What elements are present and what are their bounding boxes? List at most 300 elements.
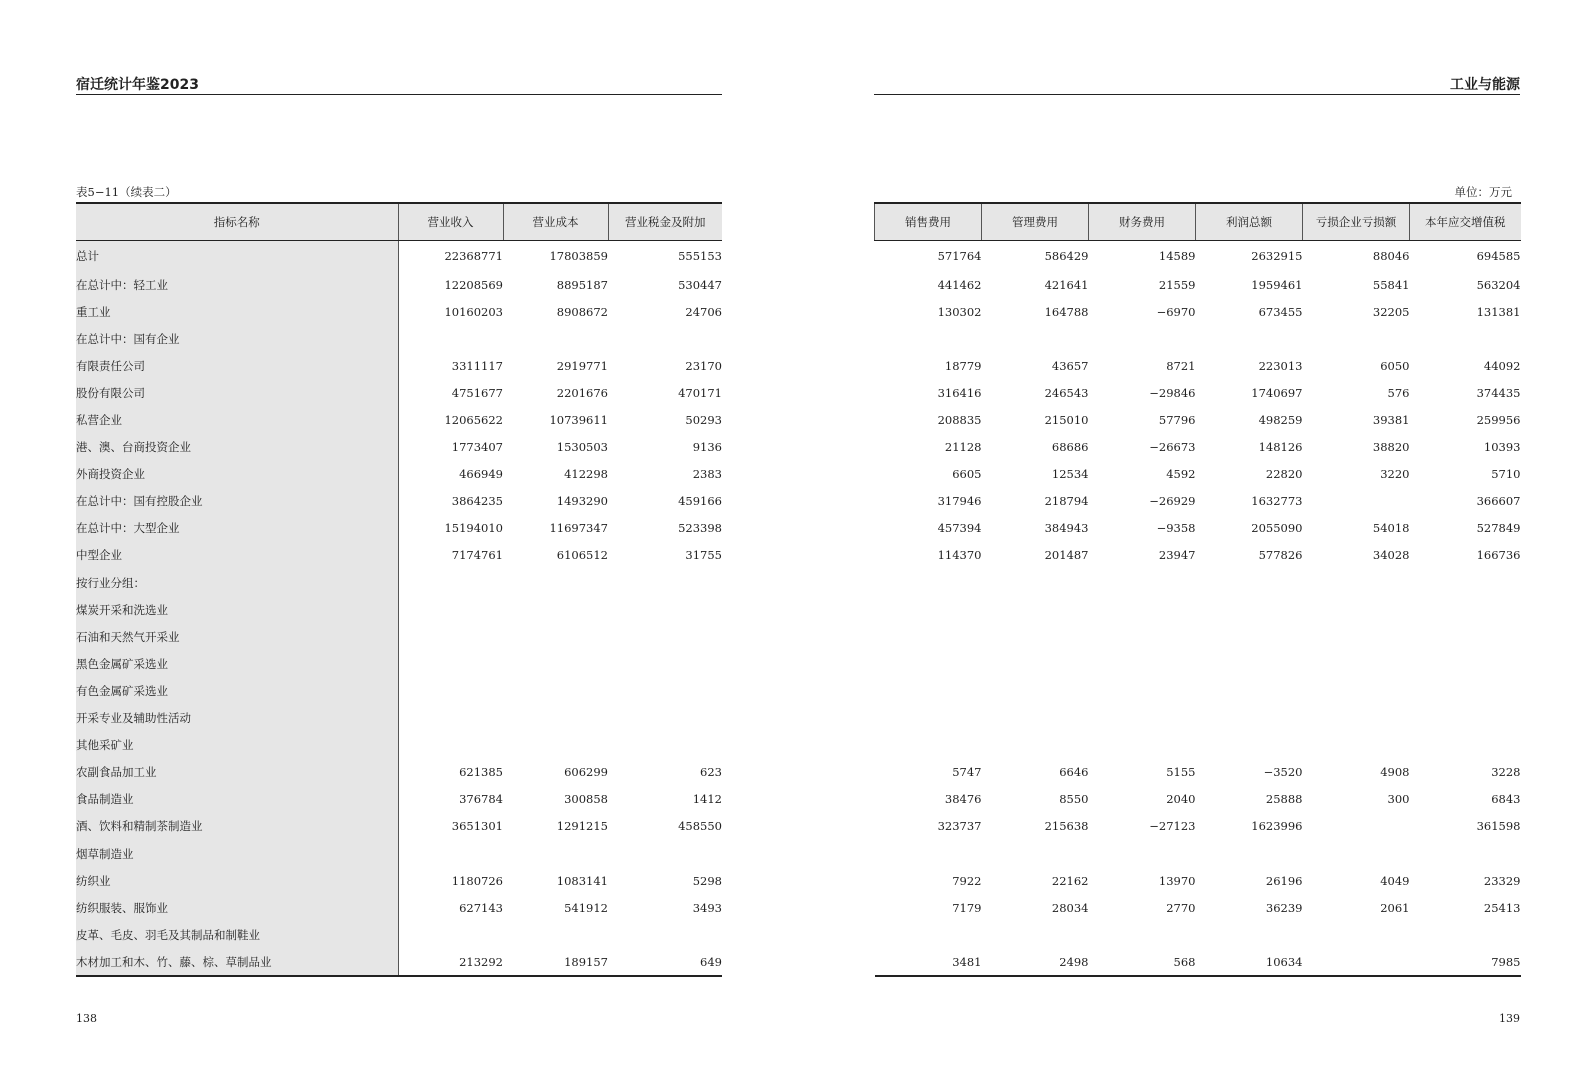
table-cell: 1773407 bbox=[451, 440, 503, 455]
table-row bbox=[76, 569, 722, 596]
table-cell: 38476 bbox=[944, 792, 982, 807]
table-cell: 576 bbox=[1387, 385, 1410, 400]
table-cell: 5710 bbox=[1491, 467, 1521, 482]
table-cell bbox=[1303, 677, 1410, 704]
left-page bbox=[76, 0, 722, 1077]
table-cell bbox=[398, 705, 503, 732]
table-row bbox=[76, 732, 722, 759]
table-row bbox=[875, 921, 1521, 948]
table-row bbox=[76, 271, 722, 298]
row-label: 按行业分组： bbox=[76, 569, 398, 596]
table-cell: 4592 bbox=[1166, 467, 1196, 482]
table-cell bbox=[1196, 840, 1303, 867]
column-header: 营业税金及附加 bbox=[608, 203, 722, 241]
table-cell: 25413 bbox=[1483, 900, 1521, 915]
table-cell: 1493290 bbox=[556, 494, 608, 509]
row-label: 股份有限公司 bbox=[76, 379, 398, 406]
table-cell: 6605 bbox=[952, 467, 982, 482]
column-header: 销售费用 bbox=[875, 203, 982, 241]
table-cell: 12065622 bbox=[444, 413, 503, 428]
row-label: 农副食品加工业 bbox=[76, 759, 398, 786]
table-cell: 68686 bbox=[1051, 440, 1089, 455]
table-cell: 88046 bbox=[1372, 249, 1410, 263]
table-row bbox=[76, 705, 722, 732]
table-cell: 6106512 bbox=[556, 548, 608, 563]
table-cell: 12208569 bbox=[444, 277, 503, 292]
row-label: 有限责任公司 bbox=[76, 352, 398, 379]
table-cell: 323737 bbox=[937, 819, 982, 834]
table-cell bbox=[875, 650, 982, 677]
table-cell: 28034 bbox=[1051, 900, 1089, 915]
table-cell bbox=[608, 705, 722, 732]
table-row bbox=[875, 298, 1521, 325]
table-cell bbox=[1089, 325, 1196, 352]
table-cell: 300858 bbox=[564, 792, 608, 807]
table-cell: 164788 bbox=[1044, 304, 1089, 319]
table-row bbox=[875, 352, 1521, 379]
table-cell bbox=[982, 732, 1089, 759]
table-cell: 23170 bbox=[685, 358, 722, 373]
page-number-left: 138 bbox=[76, 1012, 97, 1025]
row-label: 在总计中：大型企业 bbox=[76, 515, 398, 542]
table-cell: 7922 bbox=[952, 873, 982, 888]
table-cell bbox=[503, 705, 608, 732]
table-cell bbox=[1303, 705, 1410, 732]
table-row bbox=[875, 271, 1521, 298]
table-row bbox=[76, 786, 722, 813]
row-label: 在总计中：国有控股企业 bbox=[76, 488, 398, 515]
table-cell: 26196 bbox=[1265, 873, 1303, 888]
table-cell: 208835 bbox=[937, 413, 982, 428]
table-cell: 5747 bbox=[952, 765, 982, 780]
table-cell: 148126 bbox=[1258, 440, 1303, 455]
row-label: 酒、饮料和精制茶制造业 bbox=[76, 813, 398, 840]
table-cell: 2055090 bbox=[1251, 521, 1303, 536]
table-cell: 166736 bbox=[1476, 548, 1521, 563]
table-row bbox=[875, 241, 1521, 272]
table-row bbox=[76, 406, 722, 433]
table-cell bbox=[608, 569, 722, 596]
table-row bbox=[875, 569, 1521, 596]
table-cell bbox=[1410, 325, 1521, 352]
table-cell bbox=[982, 705, 1089, 732]
table-cell: 4049 bbox=[1380, 873, 1410, 888]
table-cell: 201487 bbox=[1044, 548, 1089, 563]
table-cell: 6646 bbox=[1059, 765, 1089, 780]
table-cell: 213292 bbox=[459, 954, 503, 969]
section-title: 工业与能源 bbox=[1450, 77, 1520, 93]
table-cell: 7985 bbox=[1491, 954, 1521, 969]
table-cell: 5155 bbox=[1166, 765, 1196, 780]
table-cell: 57796 bbox=[1158, 413, 1196, 428]
table-row bbox=[875, 596, 1521, 623]
row-label: 黑色金属矿采选业 bbox=[76, 650, 398, 677]
table-row bbox=[875, 650, 1521, 677]
table-cell: 15194010 bbox=[444, 521, 503, 536]
table-row bbox=[76, 461, 722, 488]
table-cell bbox=[608, 732, 722, 759]
table-cell bbox=[1410, 569, 1521, 596]
table-cell bbox=[1303, 650, 1410, 677]
table-row bbox=[875, 488, 1521, 515]
table-cell bbox=[1196, 650, 1303, 677]
table-row bbox=[875, 406, 1521, 433]
table-cell bbox=[1089, 677, 1196, 704]
row-label: 港、澳、台商投资企业 bbox=[76, 434, 398, 461]
table-cell: 10634 bbox=[1265, 954, 1303, 969]
table-cell: 215638 bbox=[1044, 819, 1089, 834]
table-cell: 12534 bbox=[1051, 467, 1089, 482]
table-row bbox=[875, 379, 1521, 406]
table-cell bbox=[1303, 813, 1410, 840]
table-cell bbox=[1303, 732, 1410, 759]
table-cell: 361598 bbox=[1476, 819, 1521, 834]
table-cell: 1180726 bbox=[451, 873, 503, 888]
table-cell bbox=[1196, 921, 1303, 948]
row-label: 开采专业及辅助性活动 bbox=[76, 705, 398, 732]
table-cell bbox=[1089, 596, 1196, 623]
table-row bbox=[76, 623, 722, 650]
column-header: 营业收入 bbox=[398, 203, 503, 241]
table-cell bbox=[982, 596, 1089, 623]
table-cell: 627143 bbox=[459, 900, 503, 915]
table-row bbox=[76, 352, 722, 379]
table-row bbox=[875, 325, 1521, 352]
table-cell: 131381 bbox=[1476, 304, 1521, 319]
table-cell bbox=[503, 921, 608, 948]
table-row bbox=[875, 542, 1521, 569]
table-cell: 13970 bbox=[1158, 873, 1196, 888]
row-label: 中型企业 bbox=[76, 542, 398, 569]
table-cell: −9358 bbox=[1156, 521, 1196, 536]
table-cell: 218794 bbox=[1044, 494, 1089, 509]
table-cell: 673455 bbox=[1258, 304, 1303, 319]
table-cell: 457394 bbox=[937, 521, 982, 536]
table-row bbox=[76, 759, 722, 786]
table-cell bbox=[398, 569, 503, 596]
table-cell bbox=[398, 650, 503, 677]
table-cell bbox=[1089, 732, 1196, 759]
row-label: 在总计中：国有企业 bbox=[76, 325, 398, 352]
table-cell: 7179 bbox=[952, 900, 982, 915]
table-cell: 470171 bbox=[678, 385, 722, 400]
table-row bbox=[76, 542, 722, 569]
table-cell: 466949 bbox=[459, 467, 503, 482]
table-cell bbox=[608, 650, 722, 677]
table-cell bbox=[1089, 569, 1196, 596]
table-cell bbox=[982, 921, 1089, 948]
table-cell: 366607 bbox=[1476, 494, 1521, 509]
table-cell: 3228 bbox=[1491, 765, 1521, 780]
table-cell: 458550 bbox=[678, 819, 722, 834]
table-cell bbox=[1196, 677, 1303, 704]
row-label: 木材加工和木、竹、藤、棕、草制品业 bbox=[76, 948, 398, 976]
table-cell: 2632915 bbox=[1251, 249, 1303, 263]
table-cell bbox=[875, 840, 982, 867]
table-cell bbox=[1410, 623, 1521, 650]
table-row bbox=[76, 325, 722, 352]
table-cell: 300 bbox=[1387, 792, 1410, 807]
row-label: 其他采矿业 bbox=[76, 732, 398, 759]
table-cell: 114370 bbox=[937, 548, 982, 563]
table-cell bbox=[1196, 623, 1303, 650]
row-label: 重工业 bbox=[76, 298, 398, 325]
row-label: 皮革、毛皮、羽毛及其制品和制鞋业 bbox=[76, 921, 398, 948]
right-page bbox=[874, 0, 1520, 1077]
table-header-row bbox=[76, 203, 722, 241]
table-row bbox=[875, 732, 1521, 759]
table-cell: 2383 bbox=[692, 467, 722, 482]
table-cell: 694585 bbox=[1476, 249, 1521, 263]
table-cell: 316416 bbox=[937, 385, 982, 400]
table-row bbox=[875, 677, 1521, 704]
table-cell: 2061 bbox=[1380, 900, 1410, 915]
table-cell: −27123 bbox=[1149, 819, 1196, 834]
table-cell: 38820 bbox=[1372, 440, 1410, 455]
table-row bbox=[875, 840, 1521, 867]
table-row bbox=[875, 813, 1521, 840]
table-cell: 36239 bbox=[1265, 900, 1303, 915]
table-cell: 23329 bbox=[1483, 873, 1521, 888]
table-cell: −29846 bbox=[1149, 385, 1196, 400]
table-cell: 14589 bbox=[1158, 249, 1196, 263]
table-cell: 22820 bbox=[1265, 467, 1303, 482]
table-cell bbox=[1089, 921, 1196, 948]
table-cell: 586429 bbox=[1044, 249, 1089, 263]
table-cell: 1740697 bbox=[1251, 385, 1303, 400]
column-header: 本年应交增值税 bbox=[1410, 203, 1521, 241]
table-row bbox=[76, 948, 722, 976]
table-cell bbox=[1196, 705, 1303, 732]
table-cell bbox=[398, 596, 503, 623]
table-cell: 17803859 bbox=[549, 249, 608, 263]
row-label: 纺织业 bbox=[76, 867, 398, 894]
table-row bbox=[875, 894, 1521, 921]
row-label: 煤炭开采和洗选业 bbox=[76, 596, 398, 623]
table-cell bbox=[875, 732, 982, 759]
row-label: 在总计中：轻工业 bbox=[76, 271, 398, 298]
table-cell bbox=[608, 623, 722, 650]
table-cell bbox=[1196, 325, 1303, 352]
table-cell bbox=[875, 569, 982, 596]
table-cell: 31755 bbox=[685, 548, 722, 563]
table-cell: 4908 bbox=[1380, 765, 1410, 780]
table-cell bbox=[982, 325, 1089, 352]
table-row bbox=[76, 241, 722, 272]
table-cell: 441462 bbox=[937, 277, 982, 292]
table-cell: 527849 bbox=[1476, 521, 1521, 536]
table-cell bbox=[503, 623, 608, 650]
table-cell: 2498 bbox=[1059, 954, 1089, 969]
table-cell: 8721 bbox=[1166, 358, 1196, 373]
table-cell bbox=[503, 650, 608, 677]
row-label: 纺织服装、服饰业 bbox=[76, 894, 398, 921]
table-cell: 649 bbox=[700, 954, 722, 969]
column-header: 财务费用 bbox=[1089, 203, 1196, 241]
running-head-left bbox=[76, 74, 722, 95]
table-cell: 24706 bbox=[685, 304, 722, 319]
table-cell bbox=[503, 596, 608, 623]
table-cell: 55841 bbox=[1372, 277, 1410, 292]
table-cell: −26929 bbox=[1149, 494, 1196, 509]
table-cell bbox=[1303, 569, 1410, 596]
table-cell: 1632773 bbox=[1251, 494, 1303, 509]
table-cell bbox=[982, 569, 1089, 596]
table-cell: 22162 bbox=[1051, 873, 1089, 888]
table-cell: 374435 bbox=[1476, 385, 1521, 400]
table-cell bbox=[503, 569, 608, 596]
table-cell: 317946 bbox=[937, 494, 982, 509]
table-cell: 2919771 bbox=[556, 358, 608, 373]
table-cell: 9136 bbox=[692, 440, 722, 455]
table-cell: 22368771 bbox=[444, 249, 503, 263]
column-header: 指标名称 bbox=[76, 203, 398, 241]
table-cell: 32205 bbox=[1372, 304, 1410, 319]
table-cell: 7174761 bbox=[451, 548, 503, 563]
table-cell bbox=[982, 677, 1089, 704]
table-cell bbox=[503, 840, 608, 867]
table-cell: 568 bbox=[1173, 954, 1196, 969]
table-cell bbox=[1410, 732, 1521, 759]
table-cell: 498259 bbox=[1258, 413, 1303, 428]
column-header: 利润总额 bbox=[1196, 203, 1303, 241]
table-cell: 606299 bbox=[564, 765, 608, 780]
table-row bbox=[76, 840, 722, 867]
table-header-row bbox=[875, 203, 1521, 241]
table-cell bbox=[503, 732, 608, 759]
yearbook-title: 宿迁统计年鉴2023 bbox=[76, 77, 199, 93]
table-caption: 表5−11（续表二） bbox=[76, 185, 177, 199]
table-cell: 8895187 bbox=[556, 277, 608, 292]
table-cell bbox=[1410, 596, 1521, 623]
table-cell: 571764 bbox=[937, 249, 982, 263]
table-cell: 2770 bbox=[1166, 900, 1196, 915]
table-cell bbox=[875, 623, 982, 650]
table-cell bbox=[1303, 596, 1410, 623]
table-cell bbox=[1089, 623, 1196, 650]
table-cell: 3651301 bbox=[451, 819, 503, 834]
page-number-right: 139 bbox=[1499, 1012, 1520, 1025]
table-cell: 3220 bbox=[1380, 467, 1410, 482]
table-cell: 541912 bbox=[564, 900, 608, 915]
table-cell bbox=[982, 623, 1089, 650]
table-cell: 23947 bbox=[1158, 548, 1196, 563]
table-cell bbox=[398, 921, 503, 948]
table-cell bbox=[608, 596, 722, 623]
table-row bbox=[76, 515, 722, 542]
table-cell: 34028 bbox=[1372, 548, 1410, 563]
table-cell: 1530503 bbox=[556, 440, 608, 455]
table-cell: 530447 bbox=[678, 277, 722, 292]
table-cell: 50293 bbox=[685, 413, 722, 428]
table-cell: 3864235 bbox=[451, 494, 503, 509]
table-cell bbox=[398, 677, 503, 704]
table-cell bbox=[503, 325, 608, 352]
table-cell: 215010 bbox=[1044, 413, 1089, 428]
table-cell bbox=[1196, 569, 1303, 596]
table-row bbox=[875, 759, 1521, 786]
table-cell: 21128 bbox=[944, 440, 982, 455]
table-row bbox=[875, 786, 1521, 813]
table-cell bbox=[1089, 705, 1196, 732]
table-cell: 39381 bbox=[1372, 413, 1410, 428]
column-header: 亏损企业亏损额 bbox=[1303, 203, 1410, 241]
table-cell: 421641 bbox=[1044, 277, 1089, 292]
table-cell: 563204 bbox=[1476, 277, 1521, 292]
table-cell: 10393 bbox=[1483, 440, 1521, 455]
table-row bbox=[875, 867, 1521, 894]
table-row bbox=[76, 434, 722, 461]
table-cell: 577826 bbox=[1258, 548, 1303, 563]
table-cell: 6050 bbox=[1380, 358, 1410, 373]
table-row bbox=[76, 894, 722, 921]
running-head-right bbox=[874, 74, 1520, 95]
table-cell bbox=[1089, 840, 1196, 867]
column-header: 管理费用 bbox=[982, 203, 1089, 241]
table-cell bbox=[875, 921, 982, 948]
table-cell bbox=[982, 840, 1089, 867]
column-header: 营业成本 bbox=[503, 203, 608, 241]
table-cell bbox=[398, 732, 503, 759]
table-cell bbox=[608, 840, 722, 867]
table-cell: 8550 bbox=[1059, 792, 1089, 807]
table-cell: 259956 bbox=[1476, 413, 1521, 428]
table-row bbox=[76, 596, 722, 623]
table-cell bbox=[875, 325, 982, 352]
table-cell: 459166 bbox=[678, 494, 722, 509]
table-cell bbox=[875, 677, 982, 704]
table-cell bbox=[398, 840, 503, 867]
table-cell: 623 bbox=[700, 765, 722, 780]
table-cell bbox=[503, 677, 608, 704]
table-cell: 4751677 bbox=[451, 385, 503, 400]
table-cell: 1291215 bbox=[556, 819, 608, 834]
table-cell: 189157 bbox=[564, 954, 608, 969]
table-cell bbox=[1196, 596, 1303, 623]
table-cell bbox=[608, 921, 722, 948]
table-cell bbox=[1303, 921, 1410, 948]
table-cell bbox=[982, 650, 1089, 677]
table-cell: 3481 bbox=[952, 954, 982, 969]
row-label: 私营企业 bbox=[76, 406, 398, 433]
table-cell: 130302 bbox=[937, 304, 982, 319]
table-cell: 3311117 bbox=[451, 358, 503, 373]
row-label: 烟草制造业 bbox=[76, 840, 398, 867]
table-cell bbox=[398, 623, 503, 650]
unit-label: 单位：万元 bbox=[1454, 185, 1512, 199]
table-cell: 8908672 bbox=[556, 304, 608, 319]
table-row bbox=[875, 515, 1521, 542]
table-cell: −3520 bbox=[1263, 765, 1303, 780]
table-cell bbox=[1303, 488, 1410, 515]
table-cell: 1959461 bbox=[1251, 277, 1303, 292]
table-cell: 21559 bbox=[1158, 277, 1196, 292]
table-cell bbox=[1410, 705, 1521, 732]
table-row bbox=[875, 461, 1521, 488]
table-cell bbox=[1410, 650, 1521, 677]
table-row bbox=[875, 705, 1521, 732]
row-label: 有色金属矿采选业 bbox=[76, 677, 398, 704]
table-cell bbox=[608, 325, 722, 352]
table-cell bbox=[1303, 948, 1410, 976]
table-cell: 10160203 bbox=[444, 304, 503, 319]
table-cell bbox=[608, 677, 722, 704]
table-cell: 25888 bbox=[1265, 792, 1303, 807]
data-table-left bbox=[76, 202, 722, 977]
table-row bbox=[875, 623, 1521, 650]
table-row bbox=[875, 434, 1521, 461]
table-cell: 376784 bbox=[459, 792, 503, 807]
